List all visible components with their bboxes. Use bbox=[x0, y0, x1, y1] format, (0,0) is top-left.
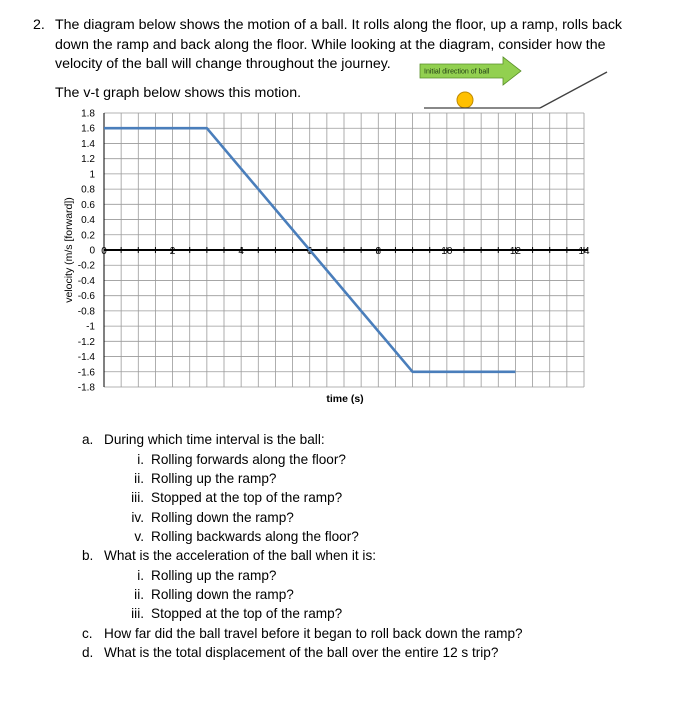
part-b-iii-text: Stopped at the top of the ramp? bbox=[151, 606, 343, 621]
intro-line-3: velocity of the ball will change throughout the journey. bbox=[55, 56, 391, 72]
y-tick-label: 0.8 bbox=[81, 184, 95, 196]
y-tick-labels bbox=[78, 109, 96, 394]
y-tick-label: -0.6 bbox=[77, 291, 95, 303]
part-a-i-num: i. bbox=[137, 452, 144, 467]
x-tick-label: 10 bbox=[441, 246, 453, 257]
x-tick-label: 6 bbox=[306, 246, 313, 257]
y-tick-label: 0.6 bbox=[81, 199, 95, 211]
part-b-i-num: i. bbox=[137, 568, 144, 583]
part-b-ii-text: Rolling down the ramp? bbox=[151, 587, 294, 602]
part-c-text: How far did the ball travel before it began to roll back down the ramp? bbox=[104, 626, 523, 641]
part-a-letter: a. bbox=[82, 432, 94, 447]
part-b-ii-num: ii. bbox=[134, 587, 144, 602]
part-a-ii-text: Rolling up the ramp? bbox=[151, 471, 277, 486]
y-tick-label: -1 bbox=[86, 321, 95, 333]
direction-arrow-label: Initial direction of ball bbox=[424, 68, 490, 76]
y-tick-label: 1.4 bbox=[81, 138, 95, 150]
part-a-iv-text: Rolling down the ramp? bbox=[151, 510, 294, 525]
intro-line-2: down the ramp and back along the floor. While looking at the diagram, consider how the bbox=[55, 36, 606, 53]
y-tick-label: 1.6 bbox=[81, 123, 95, 135]
x-tick-labels bbox=[101, 246, 590, 257]
part-a-ii-num: ii. bbox=[134, 471, 144, 486]
y-tick-label: -0.8 bbox=[77, 306, 95, 318]
question-number: 2. bbox=[33, 17, 45, 33]
graph-intro: The v-t graph below shows this motion. bbox=[55, 85, 302, 101]
y-tick-label: 1 bbox=[89, 169, 95, 181]
y-tick-label: 0 bbox=[89, 245, 95, 257]
part-d-text: What is the total displacement of the ball over the entire 12 s trip? bbox=[104, 645, 499, 660]
y-tick-label: 0.4 bbox=[81, 215, 95, 227]
y-tick-label: -1.6 bbox=[77, 367, 95, 379]
y-tick-label: -0.2 bbox=[77, 260, 95, 272]
part-c-letter: c. bbox=[82, 626, 93, 641]
intro-line-1: The diagram below shows the motion of a ball. It rolls along the floor, up a ramp, rolls back bbox=[55, 17, 623, 33]
part-a-text: During which time interval is the ball: bbox=[104, 432, 325, 447]
part-d-letter: d. bbox=[82, 645, 94, 660]
part-b-iii-num: iii. bbox=[131, 606, 144, 621]
y-tick-label: -1.2 bbox=[77, 336, 95, 348]
part-a-v-num: v. bbox=[134, 529, 144, 544]
x-tick-label: 4 bbox=[238, 246, 244, 257]
part-b-text: What is the acceleration of the ball when it is: bbox=[104, 548, 377, 563]
ball bbox=[457, 92, 473, 108]
x-tick-label: 12 bbox=[509, 246, 521, 257]
ramp-line bbox=[540, 72, 607, 108]
x-tick-label: 0 bbox=[101, 246, 107, 257]
y-tick-label: -1.4 bbox=[77, 352, 95, 364]
part-a-iii-num: iii. bbox=[131, 490, 144, 505]
ramp-diagram bbox=[420, 57, 607, 108]
x-axis-label: time (s) bbox=[326, 393, 364, 405]
y-tick-label: 0.2 bbox=[81, 230, 95, 242]
x-tick-label: 2 bbox=[169, 246, 176, 257]
y-tick-label: -0.4 bbox=[77, 275, 95, 287]
part-a-i-text: Rolling forwards along the floor? bbox=[151, 452, 346, 467]
part-b-letter: b. bbox=[82, 548, 94, 563]
part-a-iv-num: iv. bbox=[131, 510, 144, 525]
y-axis-label: velocity (m/s [forward]) bbox=[63, 197, 75, 303]
part-a-iii-text: Stopped at the top of the ramp? bbox=[151, 490, 343, 505]
part-b-i-text: Rolling up the ramp? bbox=[151, 568, 277, 583]
y-tick-label: 1.8 bbox=[81, 108, 95, 120]
x-tick-label: 14 bbox=[578, 246, 590, 257]
x-tick-label: 8 bbox=[375, 246, 382, 257]
y-tick-label: 1.2 bbox=[81, 154, 95, 166]
part-a-v-text: Rolling backwards along the floor? bbox=[151, 529, 359, 544]
y-tick-label: -1.8 bbox=[77, 382, 95, 394]
